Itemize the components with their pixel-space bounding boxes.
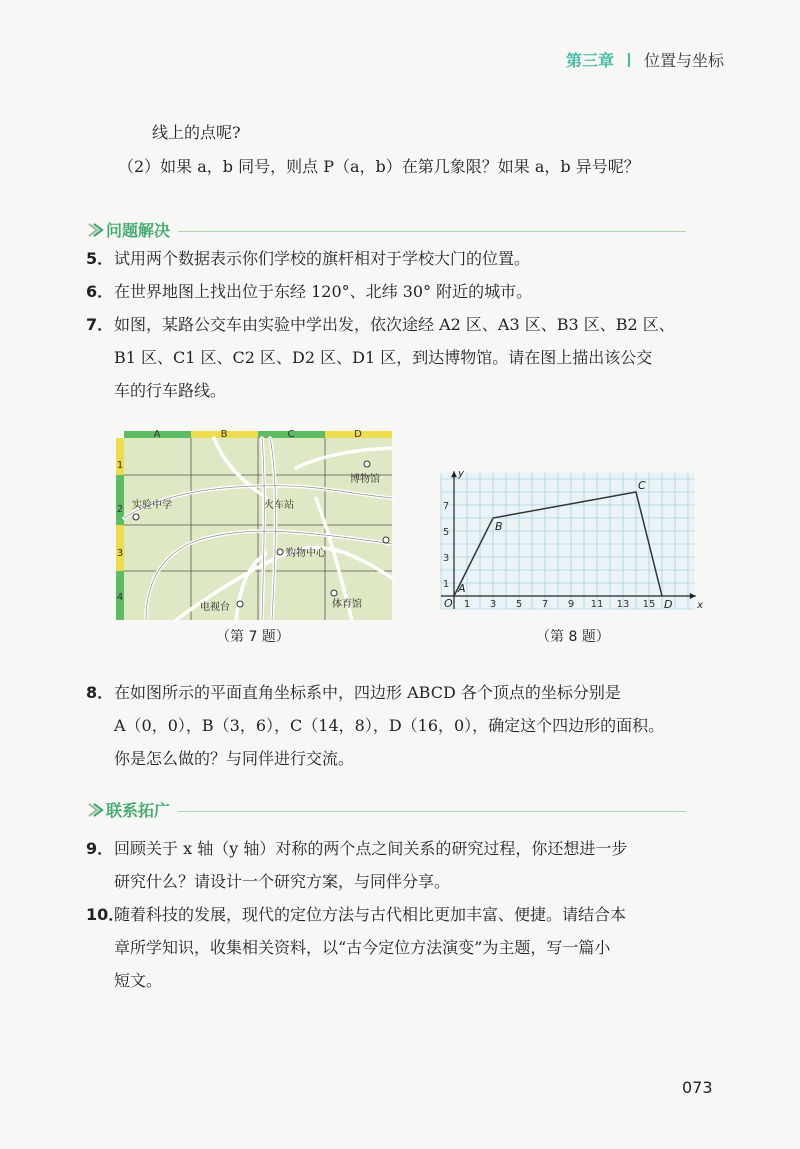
question-text-2: 章所学知识，收集相关资料，以“古今定位方法演变”为主题，写一篇小	[114, 938, 611, 957]
question-text-1: 回顾关于 x 轴（y 轴）对称的两个点之间关系的研究过程，你还想进一步	[114, 839, 628, 858]
question-text-2: 研究什么？请设计一个研究方案，与同伴分享。	[114, 872, 451, 891]
question-10	[86, 898, 626, 997]
vertex-label-a: A	[458, 582, 466, 595]
school-marker	[133, 514, 139, 520]
question-5	[86, 242, 530, 275]
col-label-b: B	[220, 429, 228, 440]
city-map-figure	[116, 428, 392, 620]
chevron-right-icon	[86, 221, 104, 239]
col-label-d: D	[354, 429, 362, 440]
page-number: 073	[682, 1078, 713, 1097]
section-problem-solving	[86, 218, 686, 241]
x-tick-label: 5	[515, 599, 523, 610]
x-tick-label: 1	[463, 599, 471, 610]
x-tick-label: 3	[489, 599, 497, 610]
vertex-label-d: D	[664, 598, 673, 611]
question-text-2: A（0，0），B（3，6），C（14，8），D（16，0），确定这个四边形的面积。	[114, 716, 665, 735]
question-text-1: 随着科技的发展，现代的定位方法与古代相比更加丰富、便捷。请结合本	[114, 905, 627, 924]
question-text: 在世界地图上找出位于东经 120°、北纬 30° 附近的城市。	[114, 282, 533, 301]
section-extension	[86, 798, 686, 821]
question-8	[86, 676, 664, 775]
grid-background	[441, 473, 695, 610]
figure-8-caption: （第 8 题）	[536, 629, 610, 645]
x-tick-label: 15	[642, 599, 656, 610]
question-text-3: 短文。	[114, 971, 163, 990]
question-number: 6．	[86, 282, 114, 301]
y-tick-label: 5	[442, 527, 450, 538]
row-label-4: 4	[116, 592, 124, 603]
y-axis-label: y	[458, 468, 464, 480]
question-number: 7．	[86, 315, 114, 334]
school-label: 实验中学	[132, 500, 172, 511]
intro-line-2: （2）如果 a，b 同号，则点 P（a，b）在第几象限？如果 a，b 异号呢？	[118, 157, 640, 176]
stadium-marker	[331, 590, 337, 596]
figure-7-caption: （第 7 题）	[216, 629, 290, 645]
section-rule	[178, 811, 686, 812]
question-number: 10．	[86, 905, 125, 924]
tv-marker	[237, 601, 243, 607]
row-label-3: 3	[116, 548, 124, 559]
row-label-1: 1	[116, 460, 124, 471]
intro-line-1: 线上的点呢?	[152, 123, 241, 142]
question-7	[86, 308, 675, 407]
mall-label: 购物中心	[286, 548, 326, 559]
x-tick-label: 9	[567, 599, 575, 610]
chevron-right-icon	[86, 801, 104, 819]
question-text-2: B1 区、C1 区、C2 区、D2 区、D1 区，到达博物馆。请在图上描出该公交	[114, 348, 653, 367]
mall-marker	[277, 549, 283, 555]
x-tick-label: 13	[616, 599, 630, 610]
museum-label: 博物馆	[350, 474, 380, 485]
section-rule	[178, 231, 686, 232]
question-number: 8．	[86, 683, 114, 702]
y-tick-label: 7	[442, 501, 450, 512]
question-text-3: 你是怎么做的？与同伴进行交流。	[114, 749, 355, 768]
page-header	[566, 48, 724, 71]
col-label-c: C	[287, 429, 295, 440]
x-tick-label: 7	[541, 599, 549, 610]
section-title: 联系拓广	[106, 801, 171, 820]
vertex-label-b: B	[495, 520, 503, 533]
question-text-1: 在如图所示的平面直角坐标系中，四边形 ABCD 各个顶点的坐标分别是	[114, 683, 621, 702]
y-tick-label: 1	[442, 579, 450, 590]
coordinate-grid-figure	[440, 468, 704, 618]
y-tick-label: 3	[442, 553, 450, 564]
question-text: 试用两个数据表示你们学校的旗杆相对于学校大门的位置。	[114, 249, 531, 268]
question-text-3: 车的行车路线。	[114, 381, 227, 400]
question-text-1: 如图，某路公交车由实验中学出发，依次途经 A2 区、A3 区、B3 区、B2 区、	[114, 315, 675, 334]
vertex-label-c: C	[638, 479, 646, 492]
section-label: 位置与坐标	[644, 51, 725, 70]
section-title: 问题解决	[106, 221, 171, 240]
x-axis-label: x	[697, 600, 704, 611]
question-9	[86, 832, 627, 898]
question-number: 5．	[86, 249, 114, 268]
station-label: 火车站	[264, 500, 294, 511]
question-number: 9．	[86, 839, 114, 858]
question-6	[86, 275, 532, 308]
header-divider	[628, 53, 630, 67]
col-label-a: A	[153, 429, 161, 440]
unnamed-marker	[383, 537, 389, 543]
x-tick-label: 11	[590, 599, 604, 610]
row-label-2: 2	[116, 504, 124, 515]
tv-label: 电视台	[200, 602, 230, 613]
stadium-label: 体育馆	[332, 599, 362, 610]
origin-label: O	[444, 597, 453, 610]
museum-marker	[364, 461, 370, 467]
chapter-label: 第三章	[566, 51, 615, 70]
